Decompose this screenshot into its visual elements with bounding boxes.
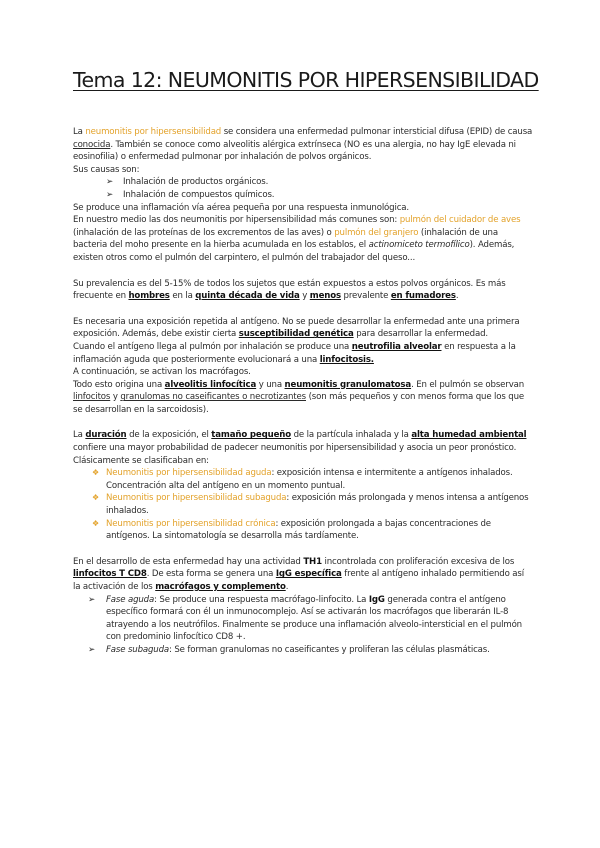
pathology-paragraph: Todo esto origina una alveolitis linfocítica y una neumonitis granulomatosa. En el pulmón se observan linfocitos y granulomas no caseificantes o necrotizantes (son más pequeños y con menos forma que los que se desarrollan en la sarcoidosis). xyxy=(73,379,525,415)
diamond-bullet-icon: ❖ xyxy=(92,468,100,478)
list-item: ➢ Inhalación de productos orgánicos. xyxy=(106,177,269,188)
classification-list xyxy=(73,467,533,543)
causes-list xyxy=(73,176,533,201)
page-title: Tema 12: NEUMONITIS POR HIPERSENSIBILIDAD xyxy=(73,68,539,92)
antigen-paragraph: Cuando el antígeno llega al pulmón por inhalación se produce una neutrofilia alveolar en respuesta a la inflamación aguda que posteriormente evolucionará a una linfocitosis. xyxy=(73,341,516,365)
common-types-paragraph: En nuestro medio las dos neumonitis por hipersensibilidad más comunes son: pulmón del cuidador de aves (inhalación de las proteínas de los excrementos de las aves) o pulmón del granjero (inhalación de una bacteria del moho presente en la hierba acumulada en los establos, el actinomiceto termofílico). Además, existen otros como el pulmón del carpintero, el pulmón del trabajador del queso... xyxy=(73,215,521,263)
paragraph: Se produce una inflamación vía aérea pequeña por una respuesta inmunológica. xyxy=(73,202,409,213)
list-item: ❖ Neumonitis por hipersensibilidad aguda: exposición intensa e intermitente a antígenos inhalados. Concentración alta del antígeno en un momento puntual. xyxy=(92,468,513,491)
term-highlight: neumonitis por hipersensibilidad xyxy=(85,127,222,137)
intro-paragraph: La neumonitis por hipersensibilidad se considera una enfermedad pulmonar intersticial difusa (EPID) de causa conocida. También se conoce como alveolitis alérgica extrínseca (NO es una alergia, no hay IgE elevada ni eosinofilia) o enfermedad pulmonar por inhalación de polvos orgánicos. xyxy=(73,127,533,163)
prognosis-paragraph: La duración de la exposición, el tamaño pequeño de la partícula inhalada y la alta humedad ambiental confiere una mayor probabilidad de padecer neumonitis por hipersensibilidad y asocia un peor pronóstico. xyxy=(73,430,527,454)
diamond-bullet-icon: ❖ xyxy=(92,518,100,528)
list-item: ➢ Fase aguda: Se produce una respuesta macrófago-linfocito. La IgG generada contra el antígeno específico formará con él un inmunocomplejo. Así se activarán los macrófagos que liberarán IL-8 atrayendo a los neutrófilos. Finalmente se produce una inflamación alveolo-intersticial en el pulmón con predominio linfocítico CD8 +. xyxy=(88,594,522,643)
list-item: ❖ Neumonitis por hipersensibilidad crónica: exposición prolongada a bajas concentraciones de antígenos. La sintomatología se desarrolla más tardíamente. xyxy=(92,518,491,542)
paragraph: A continuación, se activan los macrófagos. xyxy=(73,367,251,378)
arrow-icon: ➢ xyxy=(88,594,96,605)
arrow-icon: ➢ xyxy=(106,177,114,188)
causes-intro: Sus causas son: xyxy=(73,164,140,175)
phases-list xyxy=(73,594,533,657)
classification-intro: Clásicamente se clasificaban en: xyxy=(73,455,209,466)
arrow-icon: ➢ xyxy=(106,189,114,200)
diamond-bullet-icon: ❖ xyxy=(92,493,100,503)
immunology-paragraph: En el desarrollo de esta enfermedad hay una actividad TH1 incontrolada con proliferación excesiva de los linfocitos T CD8. De esta forma se genera una IgG específica frente al antígeno inhalado permitiendo así la activación de los macrófagos y complemento. xyxy=(73,556,524,592)
document-page xyxy=(73,68,539,657)
list-item: ➢ Inhalación de compuestos químicos. xyxy=(106,189,275,200)
list-item: ➢ Fase subaguda: Se forman granulomas no caseificantes y proliferan las células plasmáticas. xyxy=(88,644,490,655)
prevalence-paragraph: Su prevalencia es del 5-15% de todos los sujetos que están expuestos a estos polvos orgánicos. Es más frecuente en hombres en la quinta década de vida y menos prevalente en fumadores. xyxy=(73,278,506,302)
list-item: ❖ Neumonitis por hipersensibilidad subaguda: exposición más prolongada y menos intensa a antígenos inhalados. xyxy=(92,493,529,517)
exposure-paragraph: Es necesaria una exposición repetida al antígeno. No se puede desarrollar la enfermedad ante una primera exposición. Además, debe existir cierta susceptibilidad genética para desarrollar la enfermedad. xyxy=(73,316,520,340)
arrow-icon: ➢ xyxy=(88,644,96,655)
